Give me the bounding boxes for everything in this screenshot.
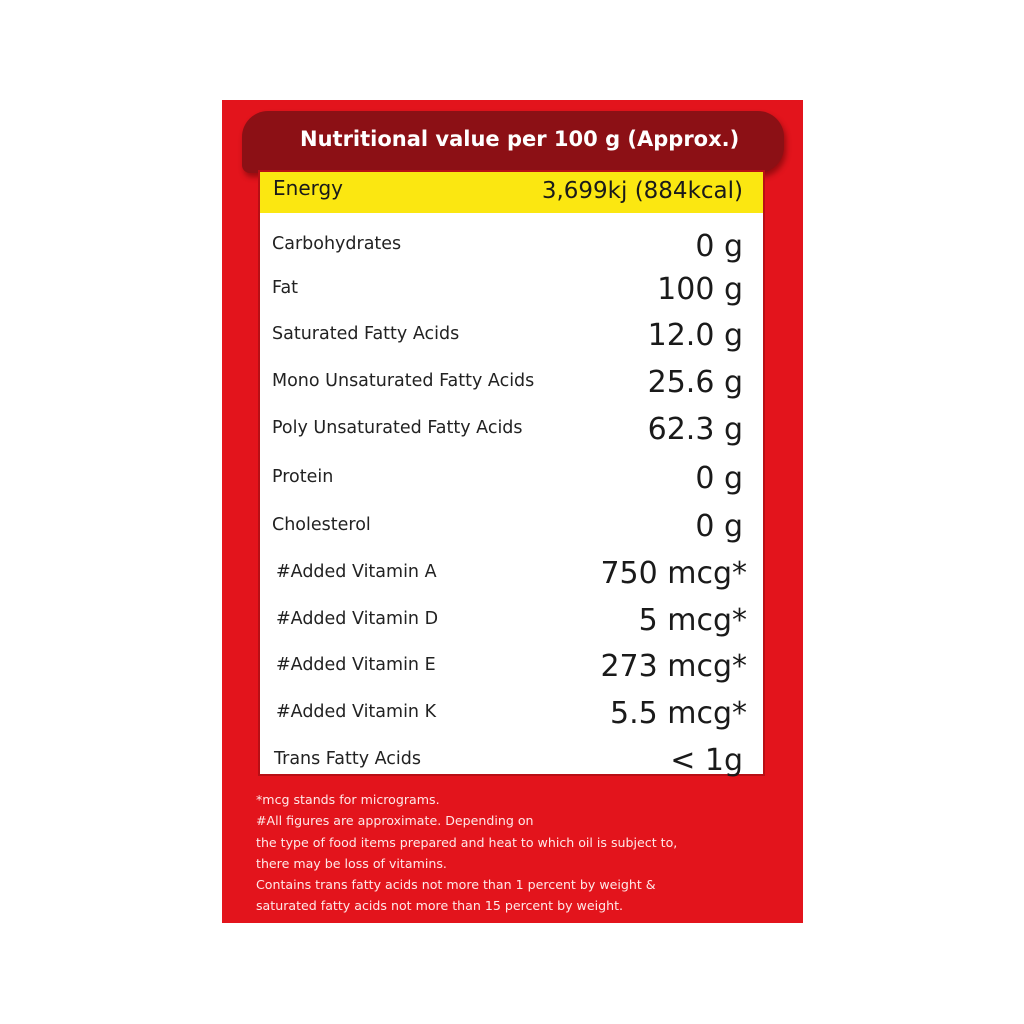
nutrient-row bbox=[260, 692, 763, 732]
footnote-line: there may be loss of vitamins. bbox=[256, 855, 447, 871]
nutrient-name: Mono Unsaturated Fatty Acids bbox=[272, 371, 535, 391]
nutrient-name: Carbohydrates bbox=[272, 234, 402, 254]
nutrition-table bbox=[258, 170, 765, 776]
energy-label: Energy bbox=[273, 176, 344, 200]
nutrient-row bbox=[260, 225, 763, 265]
nutrient-row bbox=[260, 314, 763, 354]
footnote-line: *mcg stands for micrograms. bbox=[256, 792, 440, 807]
nutrient-value: 5 mcg* bbox=[638, 603, 747, 638]
footnote-line: Contains trans fatty acids not more than 1 percent by weight & bbox=[256, 877, 656, 893]
nutrient-row bbox=[260, 408, 763, 448]
nutrient-name: Poly Unsaturated Fatty Acids bbox=[272, 418, 523, 438]
nutrient-row bbox=[260, 599, 763, 639]
nutrient-name: #Added Vitamin A bbox=[276, 562, 437, 582]
nutrition-title: Nutritional value per 100 g (Approx.) bbox=[300, 127, 740, 151]
nutrient-row bbox=[260, 268, 763, 308]
nutrient-value: 100 g bbox=[657, 272, 743, 307]
nutrient-value: 750 mcg* bbox=[600, 556, 747, 591]
nutrient-value: 62.3 g bbox=[647, 412, 743, 447]
nutrient-value: 273 mcg* bbox=[600, 649, 747, 684]
nutrient-value: 25.6 g bbox=[647, 365, 743, 400]
nutrient-name: Saturated Fatty Acids bbox=[272, 324, 460, 344]
nutrition-label-card bbox=[222, 100, 803, 923]
energy-row bbox=[260, 172, 763, 213]
nutrient-row bbox=[260, 457, 763, 497]
nutrient-name: #Added Vitamin E bbox=[276, 655, 436, 675]
nutrient-value: 0 g bbox=[695, 229, 743, 264]
nutrient-row bbox=[260, 552, 763, 592]
nutrient-name: Fat bbox=[272, 278, 299, 298]
energy-value: 3,699kj (884kcal) bbox=[541, 178, 743, 204]
nutrient-row bbox=[260, 739, 763, 779]
nutrient-value: 0 g bbox=[695, 509, 743, 544]
nutrient-name: #Added Vitamin D bbox=[276, 609, 439, 629]
nutrient-value: 12.0 g bbox=[647, 318, 743, 353]
nutrient-name: Cholesterol bbox=[272, 515, 371, 535]
footnote-line: the type of food items prepared and heat to which oil is subject to, bbox=[256, 834, 678, 850]
nutrient-value: 0 g bbox=[695, 461, 743, 496]
nutrient-value: < 1g bbox=[670, 743, 743, 778]
footnotes bbox=[256, 789, 786, 917]
nutrient-name: Trans Fatty Acids bbox=[274, 749, 422, 769]
nutrient-name: #Added Vitamin K bbox=[276, 702, 437, 722]
nutrient-name: Protein bbox=[272, 467, 334, 487]
nutrient-row bbox=[260, 645, 763, 685]
nutrient-row bbox=[260, 361, 763, 401]
footnote-line: #All figures are approximate. Depending on bbox=[256, 813, 534, 829]
nutrient-row bbox=[260, 505, 763, 545]
footnote-line: saturated fatty acids not more than 15 percent by weight. bbox=[256, 898, 624, 914]
nutrient-value: 5.5 mcg* bbox=[609, 696, 747, 731]
